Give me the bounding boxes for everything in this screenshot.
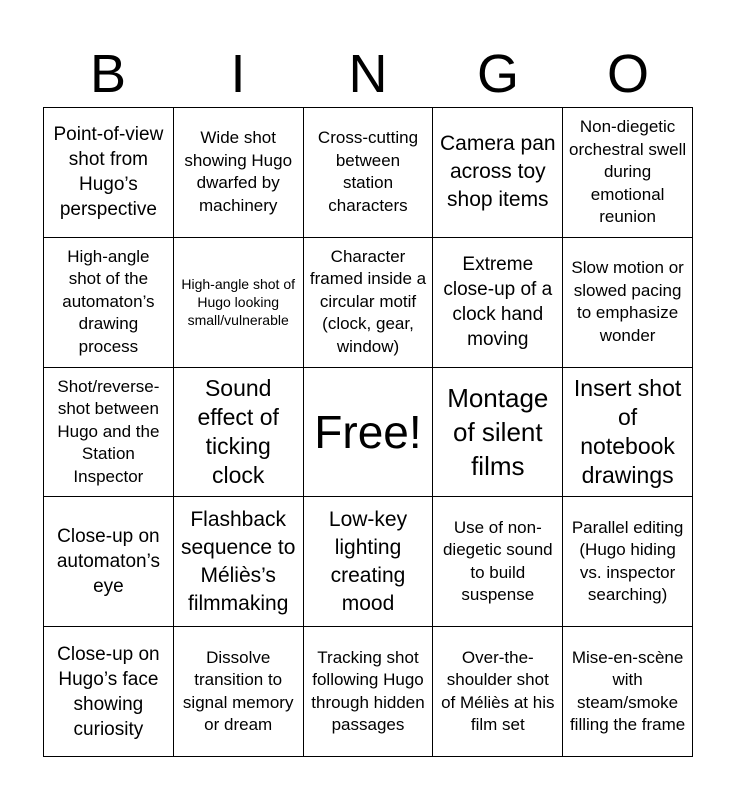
cell-text: Over-the-shoulder shot of Méliès at his film set bbox=[441, 647, 555, 735]
cell-text: Point-of-view shot from Hugo’s perspective bbox=[53, 124, 164, 221]
cell-text: Use of non-diegetic sound to build suspense bbox=[442, 517, 553, 605]
bingo-cell[interactable] bbox=[433, 368, 563, 498]
bingo-cell[interactable] bbox=[563, 627, 693, 757]
bingo-cell[interactable] bbox=[563, 238, 693, 368]
header-letter-o: O bbox=[606, 44, 649, 104]
cell-text: Parallel editing (Hugo hiding vs. inspector searching) bbox=[571, 517, 684, 605]
cell-text: Camera pan across toy shop items bbox=[440, 132, 556, 212]
bingo-cell[interactable] bbox=[174, 238, 304, 368]
bingo-cell[interactable] bbox=[433, 238, 563, 368]
bingo-cell[interactable] bbox=[44, 238, 174, 368]
bingo-cell[interactable] bbox=[44, 108, 174, 238]
cell-text: Tracking shot following Hugo through hidden passages bbox=[311, 647, 425, 735]
bingo-cell[interactable] bbox=[174, 108, 304, 238]
bingo-cell[interactable] bbox=[304, 627, 434, 757]
cell-text: Dissolve transition to signal memory or dream bbox=[182, 647, 294, 735]
cell-text: Mise-en-scène with steam/smoke filling the frame bbox=[569, 647, 686, 735]
cell-text: High-angle shot of the automaton’s drawing process bbox=[62, 246, 155, 356]
cell-text: Flashback sequence to Méliès’s filmmaking bbox=[180, 507, 296, 615]
bingo-cell[interactable] bbox=[174, 368, 304, 498]
cell-text: Montage of silent films bbox=[447, 382, 549, 481]
bingo-cell[interactable] bbox=[433, 497, 563, 627]
bingo-cell[interactable] bbox=[174, 497, 304, 627]
cell-text: Extreme close-up of a clock hand moving bbox=[443, 254, 553, 351]
bingo-cell[interactable] bbox=[563, 368, 693, 498]
bingo-grid bbox=[43, 107, 693, 757]
bingo-cell[interactable] bbox=[44, 627, 174, 757]
cell-text: Cross-cutting between station characters bbox=[317, 128, 419, 215]
bingo-cell[interactable] bbox=[433, 627, 563, 757]
cell-text: Character framed inside a circular motif (clock, gear, window) bbox=[309, 246, 427, 356]
free-space[interactable] bbox=[304, 368, 434, 498]
cell-text: Low-key lighting creating mood bbox=[328, 507, 408, 615]
cell-text: Non-diegetic orchestral swell during emotional reunion bbox=[569, 117, 687, 227]
cell-text: Wide shot showing Hugo dwarfed by machinery bbox=[184, 128, 293, 215]
bingo-cell[interactable] bbox=[44, 368, 174, 498]
bingo-cell[interactable] bbox=[304, 497, 434, 627]
free-space-text: Free! bbox=[314, 405, 422, 458]
header-letter-i: I bbox=[230, 44, 246, 104]
bingo-header bbox=[43, 40, 693, 108]
bingo-cell[interactable] bbox=[174, 627, 304, 757]
cell-text: Sound effect of ticking clock bbox=[197, 374, 279, 488]
bingo-cell[interactable] bbox=[563, 108, 693, 238]
header-letter-g: G bbox=[476, 44, 519, 104]
cell-text: Insert shot of notebook drawings bbox=[573, 374, 682, 488]
cell-text: Shot/reverse-shot between Hugo and the Station Inspector bbox=[57, 376, 160, 486]
cell-text: High-angle shot of Hugo looking small/vulnerable bbox=[181, 276, 296, 329]
header-letter-n: N bbox=[348, 44, 388, 104]
cell-text: Close-up on Hugo’s face showing curiosity bbox=[57, 643, 160, 740]
bingo-cell[interactable] bbox=[563, 497, 693, 627]
header-letter-b: B bbox=[89, 44, 127, 104]
bingo-cell[interactable] bbox=[304, 108, 434, 238]
cell-text: Close-up on automaton’s eye bbox=[56, 526, 160, 598]
bingo-cell[interactable] bbox=[433, 108, 563, 238]
bingo-cell[interactable] bbox=[304, 238, 434, 368]
cell-text: Slow motion or slowed pacing to emphasize wonder bbox=[571, 258, 684, 345]
bingo-cell[interactable] bbox=[44, 497, 174, 627]
